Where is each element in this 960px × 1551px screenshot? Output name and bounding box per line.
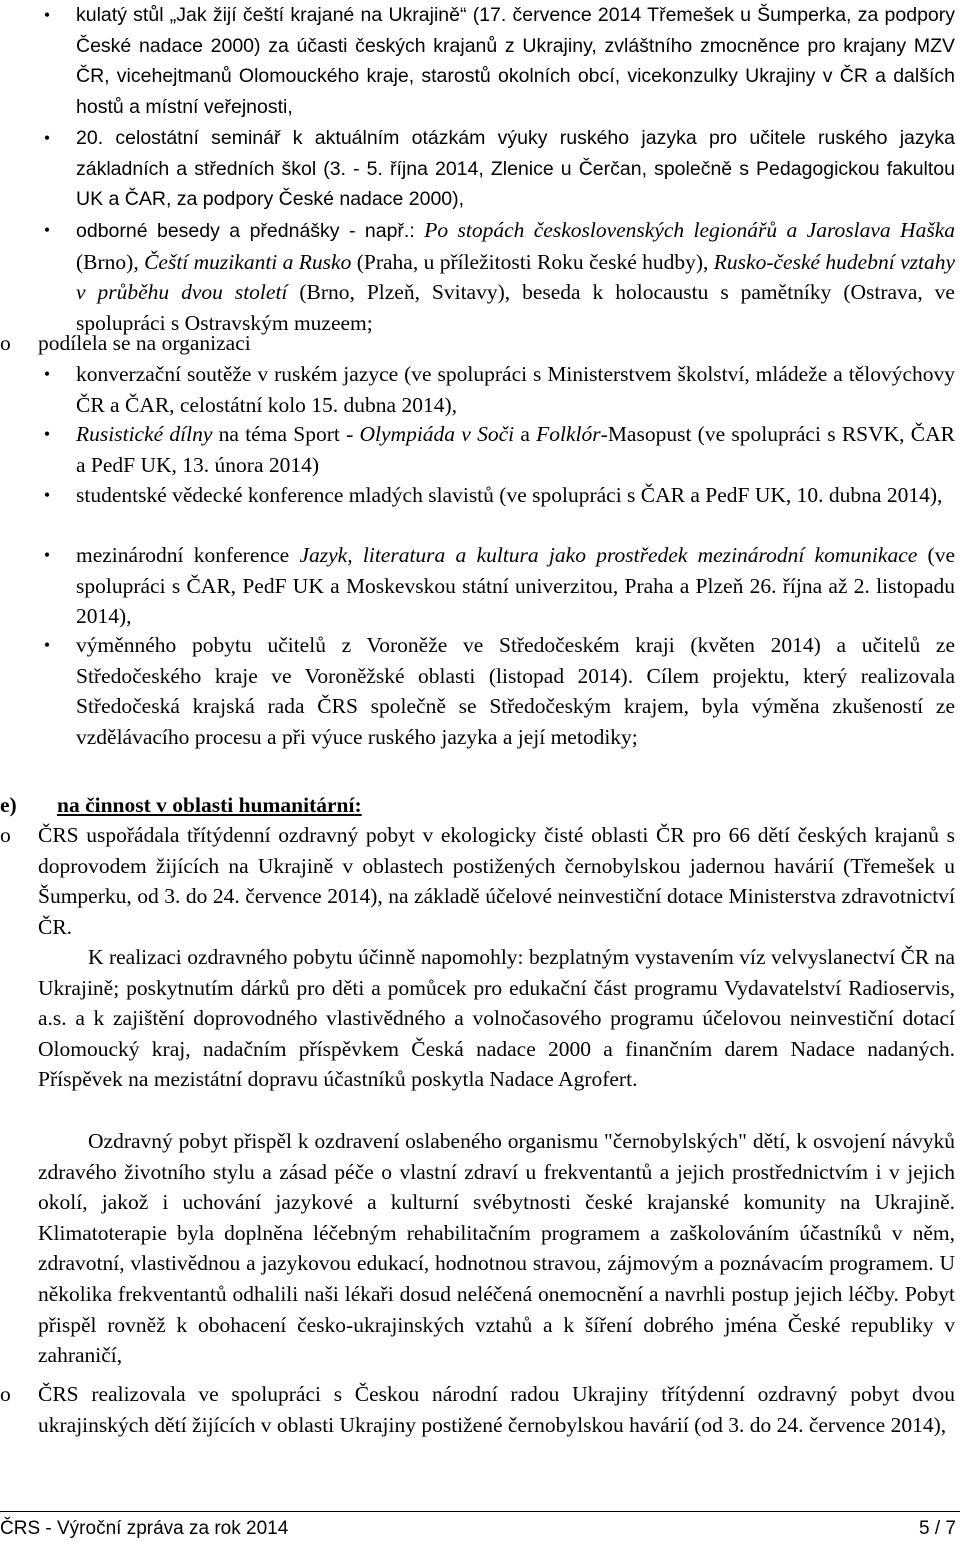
list-item-seminar: 20. celostátní seminář k aktuálním otázkám výuky ruského jazyka pro učitele ruského jazyka základních a středních škol (3. - 5. října 2014, Zlenice u Čerčan, společně s Pedagogickou fakultou UK a ČAR, za podpory České nadace 2000), <box>76 127 955 211</box>
list-item-ukraine-children: ČRS realizovala ve spolupráci s Českou národní radou Ukrajiny třítýdenní ozdravný pobyt dvou ukrajinských dětí žijících v oblasti Ukrajiny postižené černobylskou havárií (od 3. do 24. července 2014), <box>38 1382 955 1437</box>
section-heading <box>0 790 362 821</box>
list-item-competition: konverzační soutěže v ruském jazyce (ve spolupráci s Ministerstvem školství, mládeže a tělovýchovy ČR a ČAR, celostátní kolo 15. dubna 2014), <box>76 362 955 417</box>
footer-title: ČRS - Výroční zpráva za rok 2014 <box>0 1518 289 1539</box>
bullet-marker: • <box>43 635 51 655</box>
section-title: na činnost v oblasti humanitární: <box>57 793 362 817</box>
list-item-international-conference: mezinárodní konference Jazyk, literatura a kultura jako prostředek mezinárodní komunikace (ve spolupráci s ČAR, PedF UK a Moskevskou státní univerzitou, Praha a Plzeň 26. října až 2. listopadu 2014), <box>76 543 955 629</box>
paragraph-outcome: Ozdravný pobyt přispěl k ozdravení oslabeného organismu "černobylských" dětí, k osvojení návyků zdravého životního stylu a zásad péče o vlastní zdraví u frekventantů a jejich prostřednictvím i v jejich okolí, jakož i uchování jazykové a kulturní svébytnosti české krajanské komunity na Ukrajině. Klimatoterapie byla doplněna léčebným rehabilitačním programem a zaškolováním účastníků v něm, zdravotní, vlastivědnou a jazykovou edukací, hodnotnou stravou, zájmovým a poznávacím programem. U několika frekventantů odhalili naši lékaři dosud neléčená onemocnění a navrhli postup jejich léčby. Pobyt přispěl rovněž k obohacení česko-ukrajinských vztahů a k šíření dobrého jména České republiky v zahraničí, <box>38 1129 955 1368</box>
bullet-marker: • <box>43 545 51 565</box>
bullet-marker: • <box>43 128 51 148</box>
bullet-marker: • <box>43 5 51 25</box>
bullet-marker: • <box>43 364 51 384</box>
footer-divider <box>0 1511 960 1512</box>
page-number: 5 / 7 <box>919 1518 956 1539</box>
paragraph-support: K realizaci ozdravného pobytu účinně napomohly: bezplatným vystavením víz velvyslanectví ČR na Ukrajině; poskytnutím dárků pro děti a pomůcek pro edukační část programu Vydavatelství Radioservis, a.s. a k zajištění doprovodného vlastivědného a volnočasového programu účelovou neinvestiční dotací Olomoucký kraj, nadačním příspěvkem Česká nadace 2000 a finančním darem Nadace nadaných. Příspěvek na mezistátní dopravu účastníků poskytla Nadace Agrofert. <box>38 945 955 1092</box>
circle-marker: o <box>0 331 11 355</box>
list-item-teacher-exchange: výměnného pobytu učitelů z Voroněže ve Středočeském kraji (květen 2014) a učitelů ze Středočeského kraje ve Voroněžské oblasti (listopad 2014). Cílem projektu, který realizovala Středočeská krajská rada ČRS společně se Středočeským krajem, byla výměna zkušeností ze vzdělávacího procesu a při výuce ruského jazyka a její metodiky; <box>76 633 955 749</box>
list-item-workshops: Rusistické dílny na téma Sport - Olympiáda v Soči a Folklór-Masopust (ve spolupráci s RSVK, ČAR a PedF UK, 13. února 2014) <box>76 422 955 477</box>
bullet-marker: • <box>43 220 51 240</box>
bullet-marker: • <box>43 485 51 505</box>
list-item-lectures: odborné besedy a přednášky - např.: Po stopách československých legionářů a Jaroslava Haška (Brno), Čeští muzikanti a Rusko (Praha, u příležitosti Roku české hudby), Rusko-české hudební vztahy v průběhu dvou století (Brno, Plzeň, Svitavy), beseda k holocaustu s pamětníky (Ostrava, ve spolupráci s Ostravským muzeem; <box>76 218 955 335</box>
list-item-round-table: kulatý stůl „Jak žijí čeští krajané na Ukrajině“ (17. července 2014 Třemešek u Šumperka, za podpory České nadace 2000) za účasti českých krajanů z Ukrajiny, zvláštního zmocněnce pro krajany MZV ČR, vicehejtmanů Olomouckého kraje, starostů okolních obcí, vicekonzulky Ukrajiny v ČR a dalších hostů a místní veřejnosti, <box>76 4 955 118</box>
bullet-marker: • <box>43 424 51 444</box>
list-item-health-stay: ČRS uspořádala třítýdenní ozdravný pobyt v ekologicky čisté oblasti ČR pro 66 dětí českých krajanů s doprovodem žijících na Ukrajině v oblastech postižených černobylskou jadernou havárií (Třemešek u Šumperku, od 3. do 24. července 2014), na základě účelové neinvestiční dotace Ministerstva zdravotnictví ČR. <box>38 823 955 939</box>
list-item-student-conference: studentské vědecké konference mladých slavistů (ve spolupráci s ČAR a PedF UK, 10. dubna 2014), <box>76 483 943 507</box>
section-label: e) <box>0 793 17 817</box>
circle-marker: o <box>0 823 11 847</box>
list-item-organization: podílela se na organizaci <box>38 331 251 355</box>
circle-marker: o <box>0 1382 11 1406</box>
